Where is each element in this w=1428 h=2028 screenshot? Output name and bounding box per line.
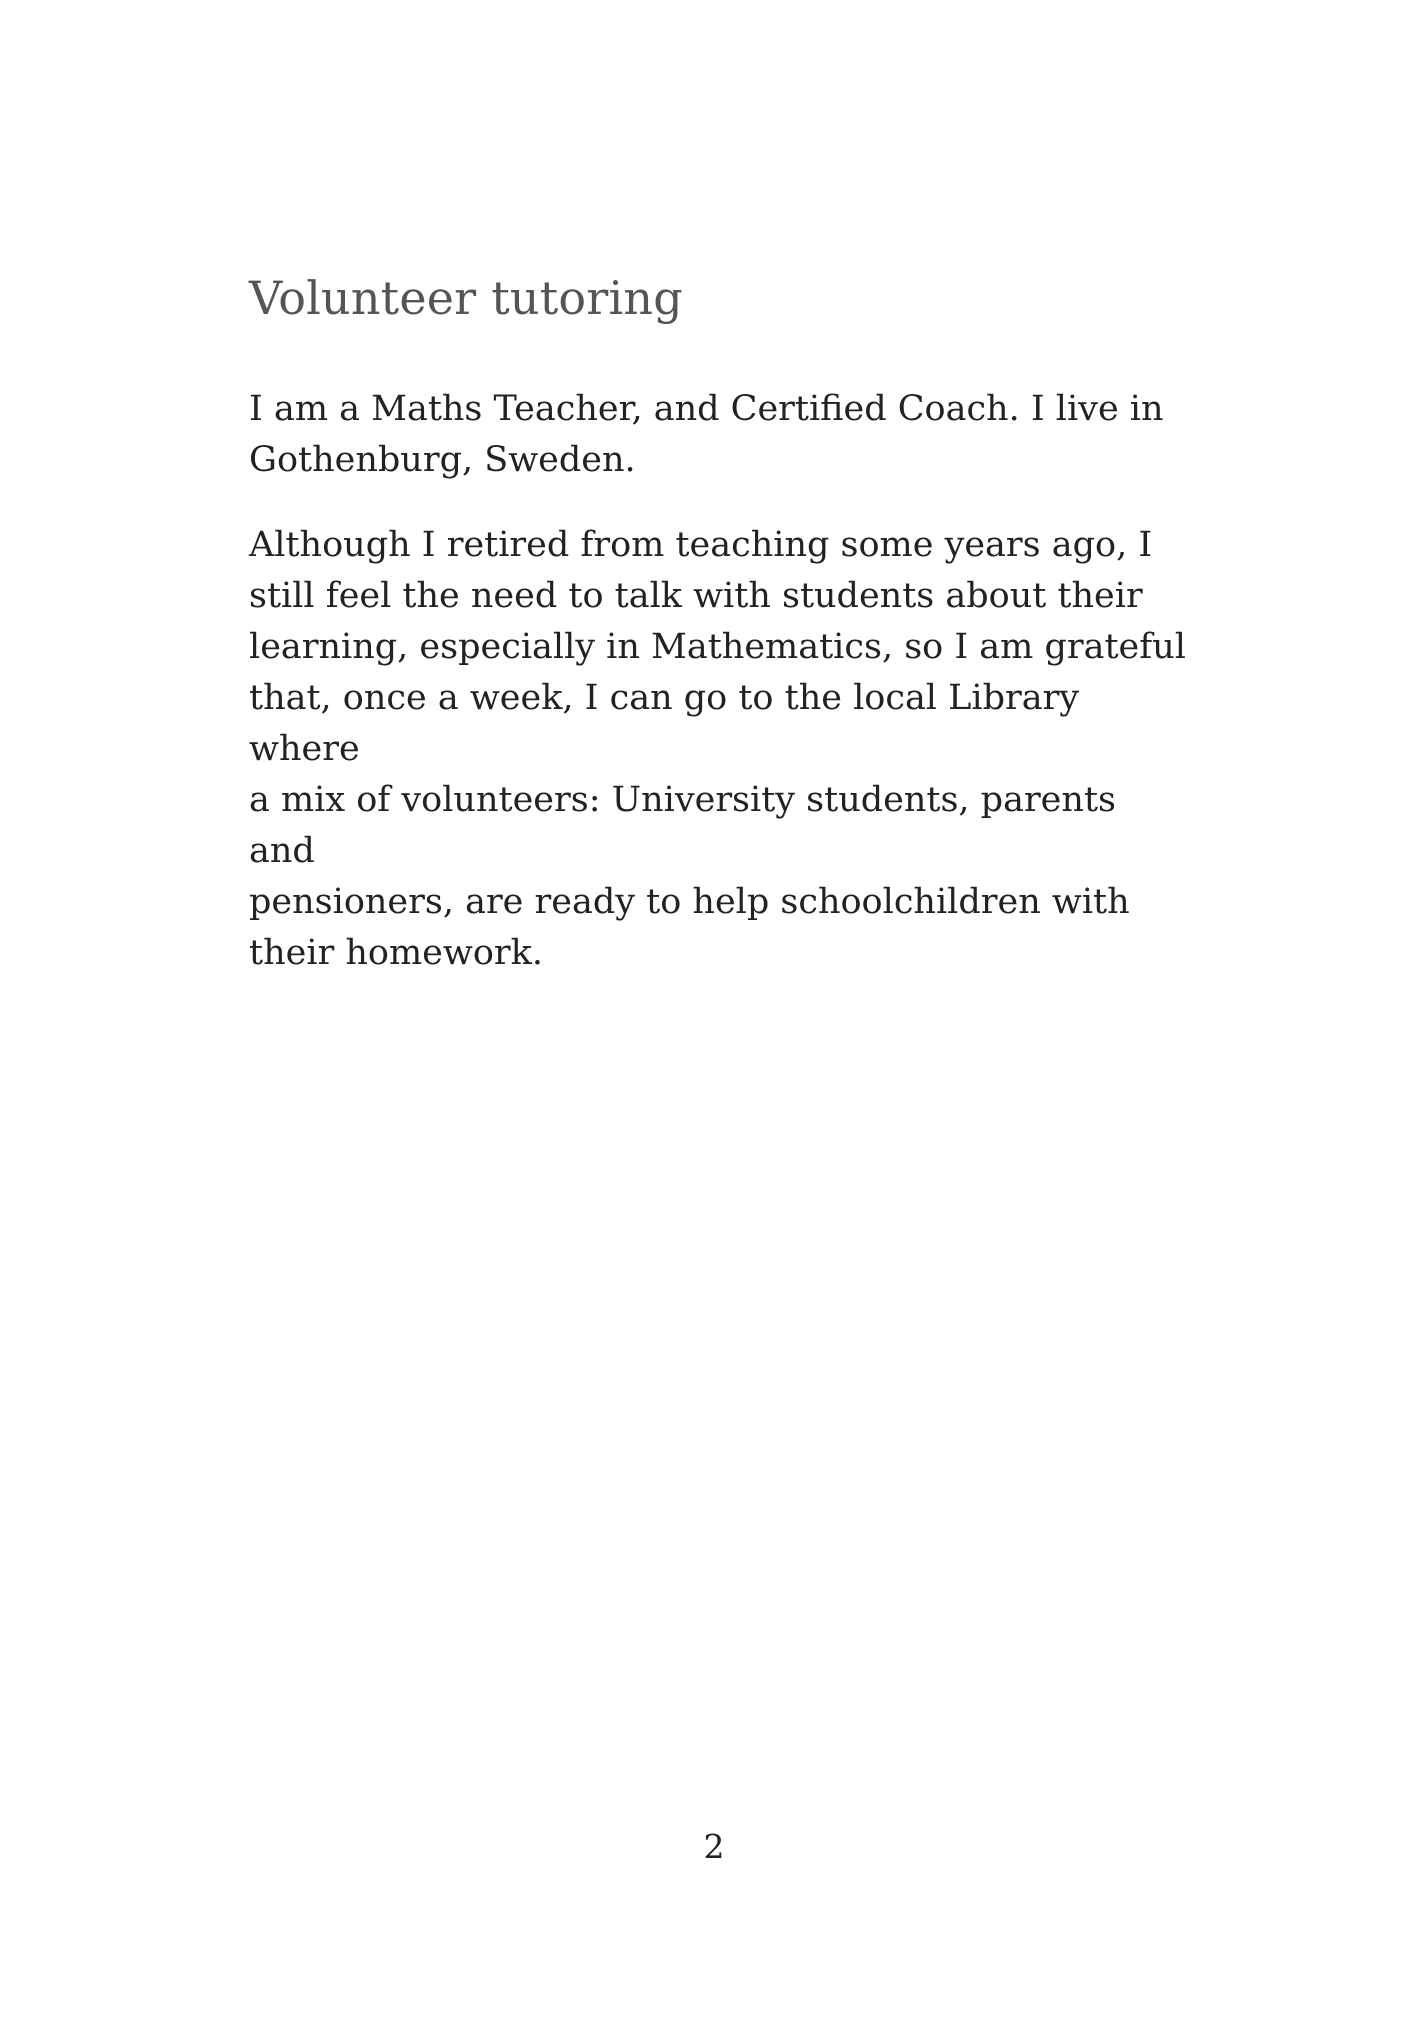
page-number: 2 (703, 1827, 725, 1866)
page-title: Volunteer tutoring (249, 271, 683, 325)
intro-paragraph: I am a Maths Teacher, and Certified Coach. I live in Gothenburg, Sweden. (249, 389, 1164, 480)
body-paragraph: Although I retired from teaching some years ago, I still feel the need to talk with students about their learning, especially in Mathematics, so I am grateful that, once a week, I can go to the local Library where a mix of volunteers: University students, parents and pensioners, are ready to help schoolchildren with their homework. (249, 525, 1186, 973)
page-content (249, 268, 1189, 979)
